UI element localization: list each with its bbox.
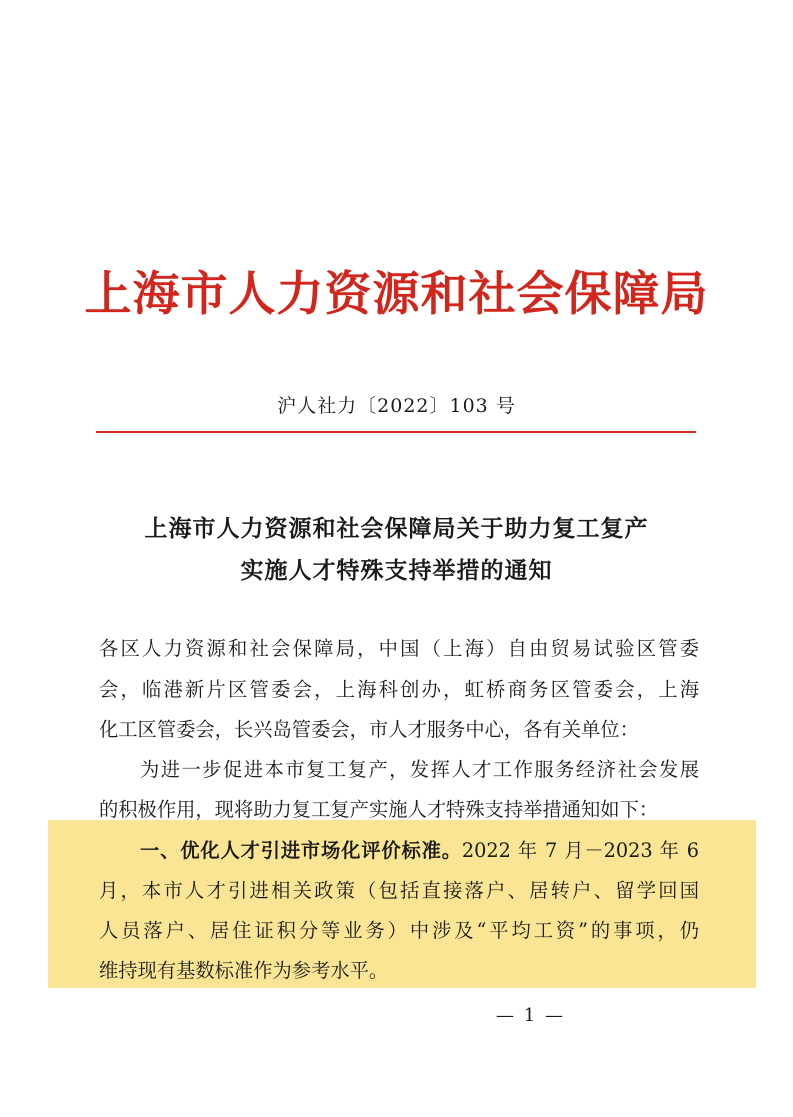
document-number: 沪人社力〔2022〕103 号 (277, 395, 516, 417)
section-1-line-1 (140, 836, 699, 866)
recipients-line-1: 各区人力资源和社会保障局，中国（上海）自由贸易试验区管委 (99, 637, 699, 660)
recipients-line-3: 化工区管委会，长兴岛管委会，市人才服务中心，各有关单位： (99, 718, 639, 741)
section-1-line-3: 人员落户、居住证积分等业务）中涉及“平均工资”的事项，仍 (99, 919, 699, 942)
section-1-line-4: 维持现有基数标准作为参考水平。 (99, 959, 389, 982)
section-1-line-2: 月，本市人才引进相关政策（包括直接落户、居转户、留学回国 (99, 879, 699, 902)
masthead-title: 上海市人力资源和社会保障局 (84, 267, 709, 322)
section-1-heading: 一、优化人才引进市场化评价标准。 (140, 839, 462, 862)
red-divider-line (96, 431, 696, 433)
intro-line-1: 为进一步促进本市复工复产，发挥人才工作服务经济社会发展 (140, 758, 699, 781)
intro-line-2: 的积极作用，现将助力复工复产实施人才特殊支持举措通知如下： (99, 798, 659, 821)
document-title-line-2: 实施人才特殊支持举措的通知 (240, 557, 553, 584)
recipients-line-2: 会，临港新片区管委会，上海科创办，虹桥商务区管委会，上海 (99, 678, 699, 701)
document-title-line-1: 上海市人力资源和社会保障局关于助力复工复产 (144, 515, 649, 542)
section-1-line-1-text: 2022 年 7 月－2023 年 6 (461, 839, 699, 862)
page-number: — 1 — (496, 1005, 565, 1026)
